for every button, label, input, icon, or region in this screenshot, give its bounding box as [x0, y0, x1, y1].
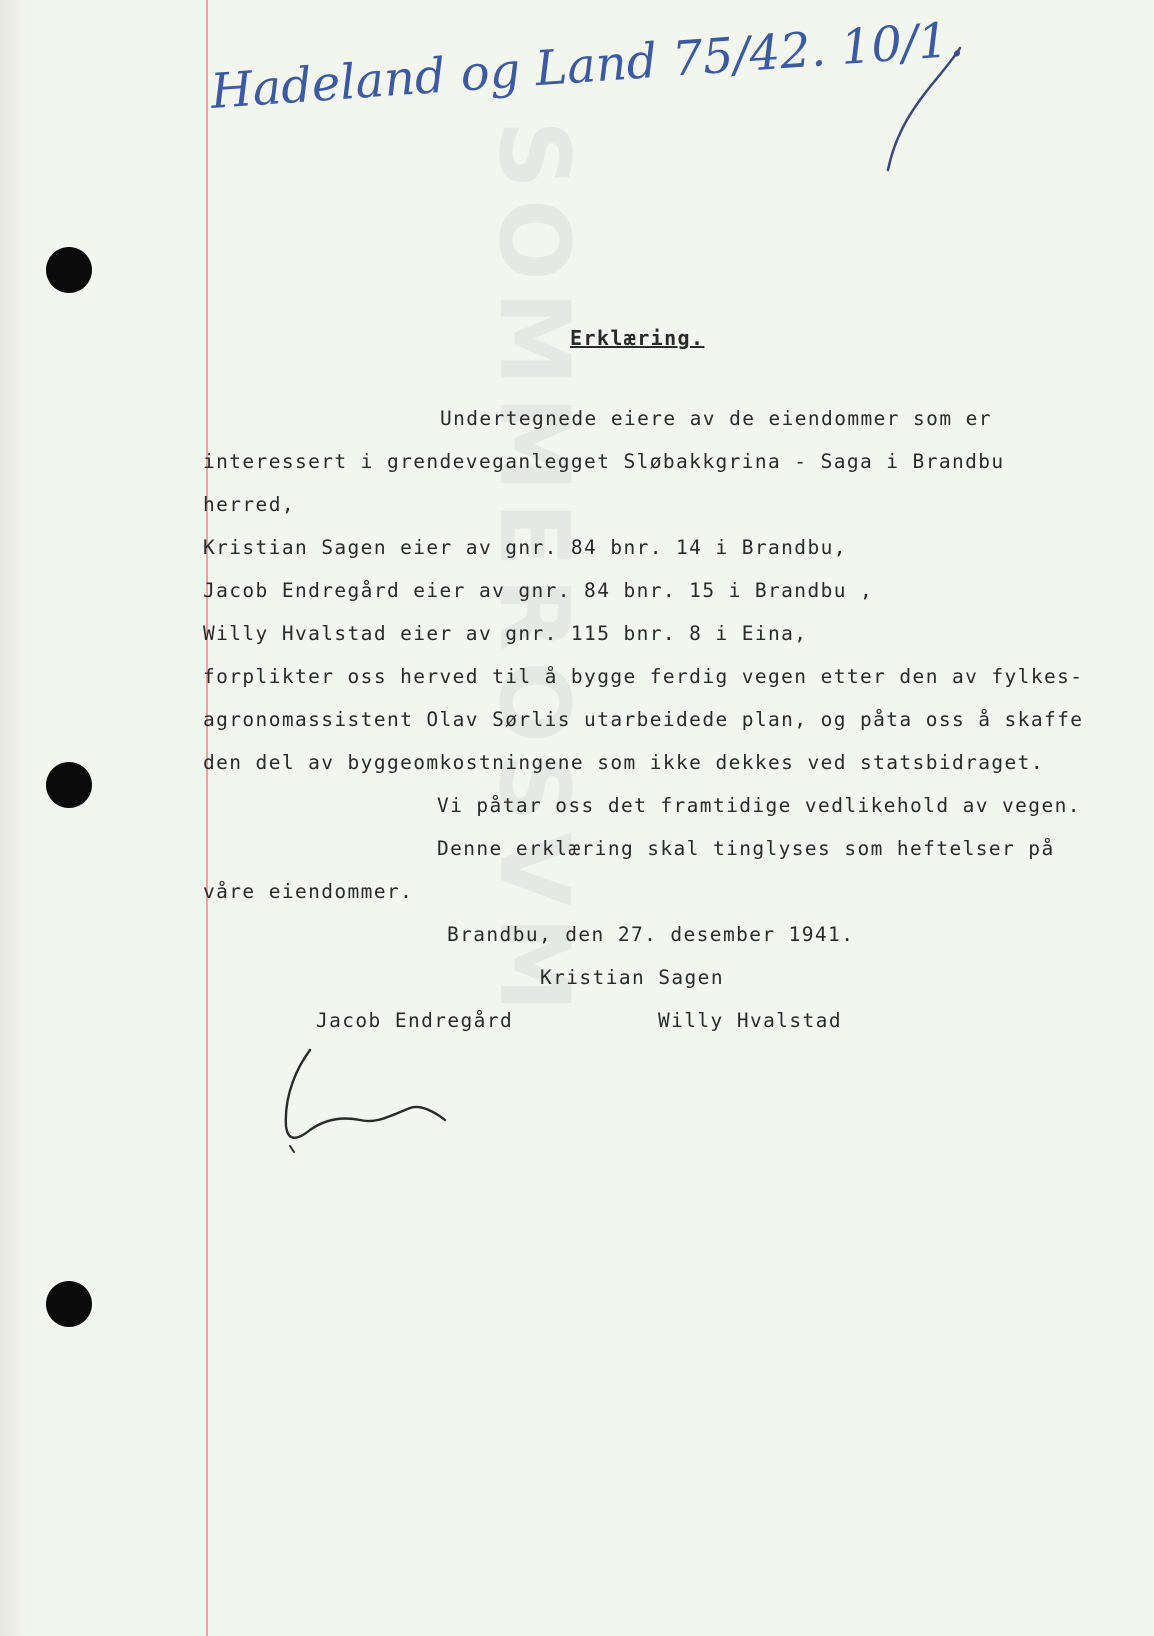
handwritten-register-note: Hadeland og Land 75/42. 10/1.: [208, 11, 966, 120]
punch-hole-middle: [46, 762, 92, 808]
body-line-1: Undertegnede eiere av de eiendommer som er: [440, 407, 992, 430]
handwritten-stroke-icon: [880, 40, 970, 190]
body-line-12: våre eiendommer.: [203, 880, 414, 903]
red-margin-line: [206, 0, 208, 1636]
body-line-10: Vi påtar oss det framtidige vedlikehold av vegen.: [437, 794, 1081, 817]
signatory-willy: Willy Hvalstad: [658, 1009, 842, 1032]
handwritten-signature-icon: [280, 1046, 480, 1156]
punch-hole-top: [46, 247, 92, 293]
body-line-8: agronomassistent Olav Sørlis utarbeidede plan, og påta oss å skaffe: [203, 708, 1084, 731]
punch-hole-bottom: [46, 1281, 92, 1327]
body-line-7: forplikter oss herved til å bygge ferdig vegen etter den av fylkes-: [203, 665, 1084, 688]
page-left-edge: [0, 0, 30, 1636]
watermark: SOMMEROSVM: [478, 120, 590, 1022]
signatory-jacob: Jacob Endregård: [316, 1009, 514, 1032]
signatory-kristian: Kristian Sagen: [540, 966, 724, 989]
body-line-5: Jacob Endregård eier av gnr. 84 bnr. 15 i Brandbu ,: [203, 579, 874, 602]
body-line-2: interessert i grendeveganlegget Sløbakkgrina - Saga i Brandbu: [203, 450, 1005, 473]
body-line-4: Kristian Sagen eier av gnr. 84 bnr. 14 i Brandbu,: [203, 536, 847, 559]
document-title: Erklæring.: [570, 326, 705, 350]
body-line-3: herred,: [203, 493, 295, 516]
place-date: Brandbu, den 27. desember 1941.: [447, 923, 855, 946]
body-line-6: Willy Hvalstad eier av gnr. 115 bnr. 8 i Eina,: [203, 622, 808, 645]
body-line-11: Denne erklæring skal tinglyses som heftelser på: [437, 837, 1055, 860]
body-line-9: den del av byggeomkostningene som ikke dekkes ved statsbidraget.: [203, 751, 1044, 774]
